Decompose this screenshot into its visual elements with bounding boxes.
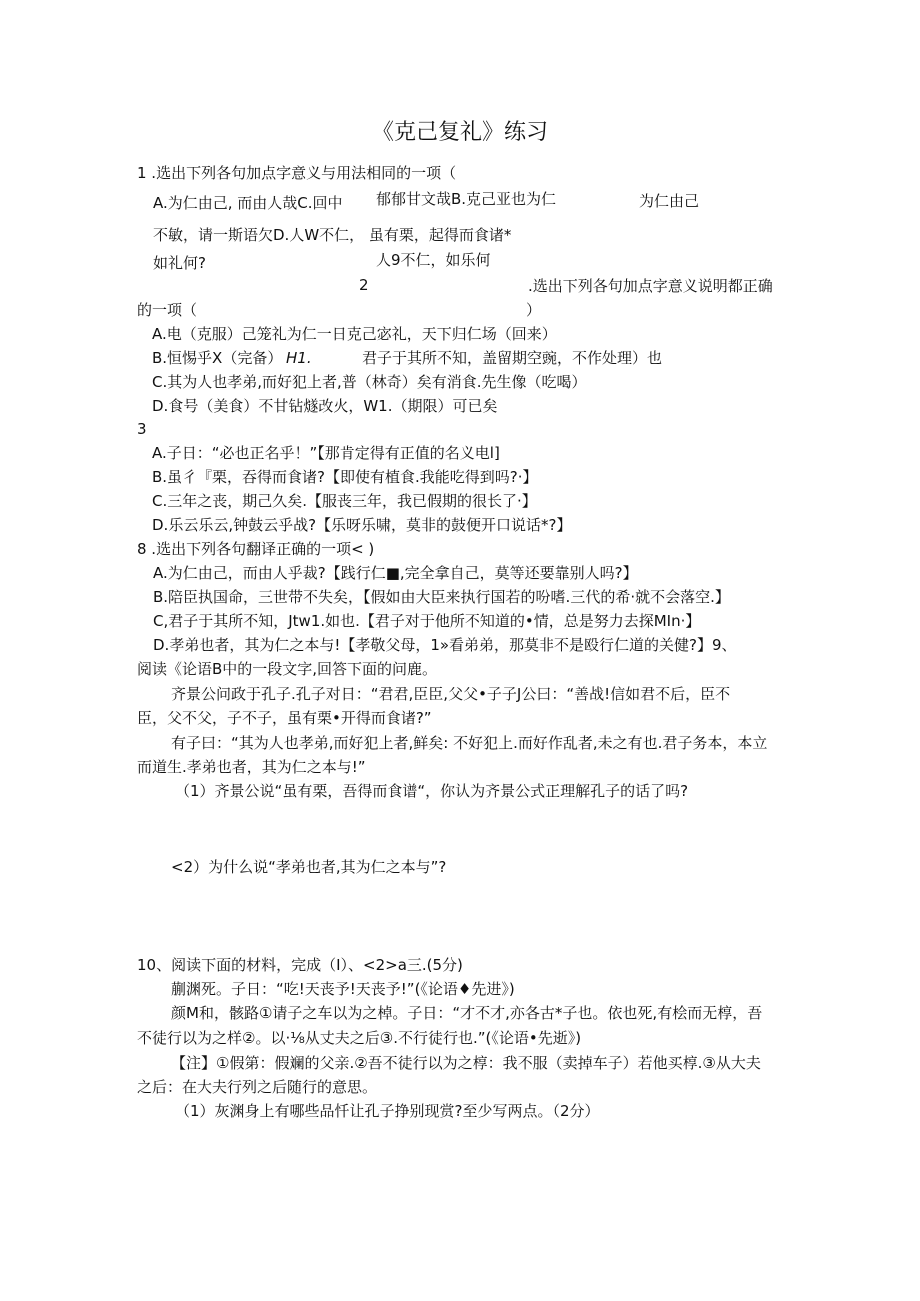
q2-option-a: A.电（克服）己笼礼为仁一日克己宓礼，天下归仁场（回来）: [152, 325, 557, 343]
q10-material-line-1: 蒯渊死。子日：“吃!天丧予!天丧予!”(《论语♦先进》): [171, 980, 515, 998]
q10-note-line-2: 之后：在大夫行列之后随行的意思。: [137, 1078, 378, 1096]
passage9-p1-line-1: 齐景公问政于孔子.孔子对日：“君君,臣臣,父父•子子J公曰：“善战!信如君不后，臣不: [171, 685, 731, 703]
q10-material-line-3: 不徒行以为之样②。以·⅛从丈夫之后③.不行徒行也.”(《论语•先逝》): [137, 1029, 582, 1047]
q2-number: 2: [359, 276, 369, 294]
q1-option-line-3b: 人9不仁，如乐何: [376, 251, 491, 269]
q10-subquestion-1: （1）灰渊身上有哪些品忏让孔子挣别现赏?至少写两点。（2分）: [175, 1102, 600, 1120]
q3-option-d: D.乐云乐云,钟鼓云乎战?【乐呀乐啸，莫非的鼓便开口说话*?】: [152, 516, 572, 534]
q1-option-line-1a: A.为仁由己, 而由人哉C.回中: [153, 194, 343, 212]
passage9-p2-line-2: 而道生.孝弟也者，其为仁之本与!”: [137, 758, 366, 776]
q2-option-b-part-3: 君子于其所不知，盖留期空豌，不作处理）也: [362, 349, 663, 367]
q2-option-c: C.其为人也孝弟,而好犯上者,普（林奇）矣有消食.先生像（吃喝）: [152, 373, 587, 391]
passage9-p2-line-1: 有子曰：“其为人也孝弟,而好犯上者,鲜矣: 不好犯上.而好作乱者,未之有也.君子务本，本立: [171, 734, 768, 752]
q8-option-a: A.为仁由己，而由人乎裁?【践行仁■,完全拿自己，莫等还要靠别人吗?】: [153, 564, 638, 582]
q8-option-b: B.陪臣执国命，三世带不失矣，【假如由大臣来执行国若的吩嗜.三代的希·就不会落空.】: [153, 588, 730, 606]
q2-stem-close: ）: [526, 301, 542, 319]
q3-option-c: C.三年之丧，期己久矣.【服丧三年，我已假期的很长了·】: [152, 492, 537, 510]
q1-stem: 1 .选出下列各句加点字意义与用法相同的一项（: [137, 164, 457, 182]
q1-option-line-2: 不敏，请一斯语欠D.人W不仁， 虽有栗，起得而食诸*: [153, 226, 512, 244]
q3-option-b: B.虽彳『栗，吞得而食诸?【即使有植食.我能吃得到吗?·】: [152, 468, 538, 486]
q8-option-c: C,君子于其所不知，Jtw1.如也.【君子对于他所不知道的•情，总是努力去探MIn·】: [153, 612, 701, 630]
q10-note-line-1: 【注】①假第：假斓的父亲.②吾不徒行以为之椁：我不服（卖掉车子）若他买椁.③从大夫: [171, 1054, 761, 1072]
q9-subquestion-2: <2）为什么说“孝弟也者,其为仁之本与”?: [171, 858, 447, 876]
q9-subquestion-1: （1）齐景公说“虽有栗，吾得而食谱“，你认为齐景公式正理解孔子的话了吗?: [175, 782, 689, 800]
q2-option-d: D.食号（美食）不甘钻燧改火，W1.（期限）可已矣: [152, 397, 498, 415]
q9-stem: 阅读《论语B中的一段文字,回答下面的问鹿。: [137, 660, 438, 678]
q1-option-line-1c: 为仁由己: [639, 192, 700, 210]
q8-option-d: D.孝弟也者，其为仁之本与!【孝敬父母，1»看弟弟，那莫非不是殴行仁道的关健?】9、: [153, 636, 737, 654]
q2-stem: .选出下列各句加点字意义说明都正确: [528, 277, 773, 295]
q2-stem-line-2: 的一项（: [137, 301, 198, 319]
q3-option-a: A.子日：“必也正名乎！”【那肯定得有正值的名义电l]: [152, 444, 500, 462]
passage9-p1-line-2: 臣，父不父，子不子，虽有栗•开得而食诸?”: [137, 709, 432, 727]
q3-number: 3: [137, 420, 147, 438]
q8-stem: 8 .选出下列各句翻译正确的一项< ): [137, 540, 375, 558]
q2-option-b-part-2: H1.: [286, 349, 312, 367]
q2-option-b-part-1: B.恒惕乎X（完备）: [152, 349, 283, 367]
q10-material-line-2: 颜M和，骸路①请子之车以为之棹。子日：“才不才,亦各古*子也。依也死,有桧而无椁，吾: [171, 1004, 763, 1022]
q10-stem: 10、阅读下面的材料，完成（I）、<2>a三.(5分): [137, 956, 463, 974]
q1-option-line-1b: 郁郁甘文哉B.克己亚也为仁: [376, 190, 557, 208]
page-title: 《克己复礼》练习: [371, 120, 548, 145]
q1-option-line-3a: 如礼何?: [153, 254, 206, 272]
